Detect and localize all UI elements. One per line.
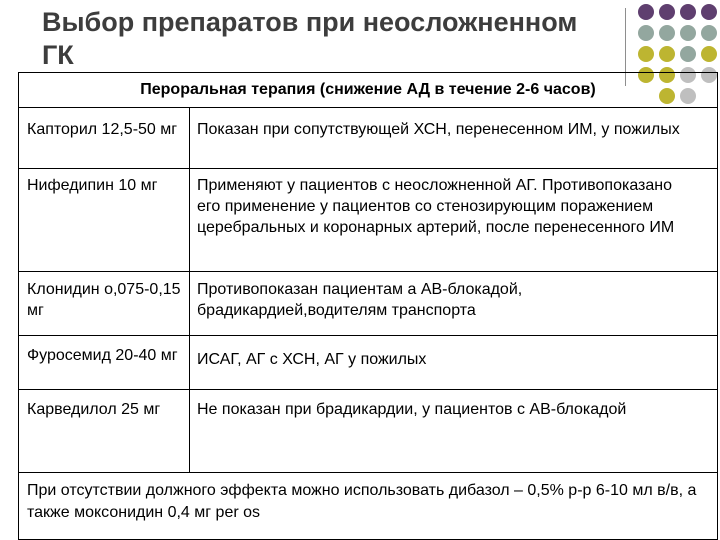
decorative-dot: [680, 46, 696, 62]
drug-description: Противопоказан пациентам а АВ-блокадой, брадикардией,водителям транспорта: [197, 281, 523, 319]
drug-description: Не показан при брадикардии, у пациентов с АВ-блокадой: [197, 401, 627, 418]
decorative-dot: [680, 25, 696, 41]
drug-name: Капторил 12,5-50 мг: [27, 121, 178, 138]
slide-title: Выбор препаратов при неосложненном ГК: [42, 7, 578, 70]
row-divider: [19, 335, 717, 336]
column-divider: [189, 107, 190, 472]
drug-name: Карведилол 25 мг: [27, 401, 161, 418]
decorative-dot: [659, 25, 675, 41]
drug-description: ИСАГ, АГ с ХСН, АГ у пожилых: [197, 351, 427, 368]
drug-name: Нифедипин 10 мг: [27, 177, 158, 194]
decorative-dot: [701, 25, 717, 41]
table-footer-note: При отсутствии должного эффекта можно использовать дибазол – 0,5% р-р 6-10 мл в/в, а также моксонидин 0,4 мг per os: [27, 482, 697, 521]
drug-description: Применяют у пациентов с неосложненной АГ. Противопоказано его применение у пациентов со стенозирующим поражением церебральных и коронарных артерий, после перенесенного ИМ: [197, 177, 675, 236]
decorative-dot: [701, 46, 717, 62]
row-divider: [19, 271, 717, 272]
drug-table: [18, 72, 718, 540]
decorative-dot: [659, 4, 675, 20]
decorative-dot: [659, 46, 675, 62]
drug-name: Клонидин о,075-0,15 мг: [27, 281, 181, 319]
row-divider: [19, 472, 717, 473]
decorative-dot: [680, 4, 696, 20]
row-divider: [19, 389, 717, 390]
row-divider: [19, 168, 717, 169]
drug-name: Фуросемид 20-40 мг: [27, 347, 178, 364]
decorative-dot: [638, 25, 654, 41]
table-header: Пероральная терапия (снижение АД в течение 2-6 часов): [140, 81, 596, 98]
decorative-dot: [638, 4, 654, 20]
decorative-dot: [638, 46, 654, 62]
decorative-dot: [701, 4, 717, 20]
drug-description: Показан при сопутствующей ХСН, перенесенном ИМ, у пожилых: [197, 121, 680, 138]
row-divider: [19, 107, 717, 108]
